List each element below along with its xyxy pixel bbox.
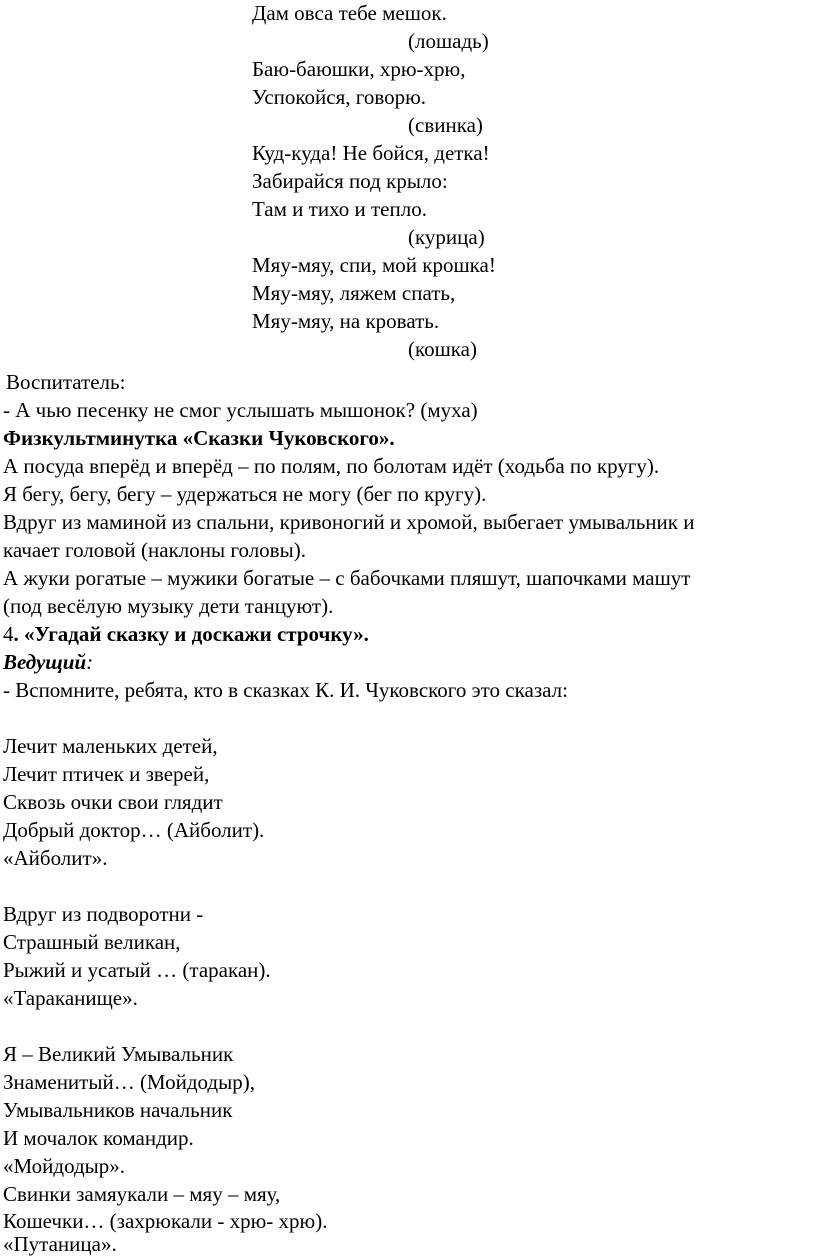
riddle-line: Сквозь очки свои глядит (3, 790, 223, 814)
verse-line: Куд-куда! Не бойся, детка! (252, 141, 490, 165)
verse-answer: (кошка) (408, 337, 477, 361)
paragraph-line: Я бегу, бегу, бегу – удержаться не могу (бег по кругу). (3, 482, 487, 506)
fizminutka-heading: Физкультминутка «Сказки Чуковского». (3, 426, 395, 450)
riddle-answer: «Айболит». (3, 846, 108, 870)
section-title: . «Угадай сказку и доскажи строчку». (13, 622, 369, 646)
riddle-line: Умывальников начальник (3, 1098, 233, 1122)
paragraph-line: Вдруг из маминой из спальни, кривоногий и хромой, выбегает умывальник и (3, 510, 695, 534)
host-label (3, 649, 93, 675)
host-name: Ведущий (3, 650, 87, 674)
verse-line: Мяу-мяу, на кровать. (252, 309, 440, 333)
riddle-line: Рыжий и усатый … (таракан). (3, 958, 271, 982)
verse-answer: (лошадь) (408, 29, 489, 53)
paragraph-line: качает головой (наклоны головы). (3, 538, 306, 562)
riddle-line: И мочалок командир. (3, 1126, 194, 1150)
riddle-line: Кошечки… (захрюкали - хрю- хрю). (3, 1209, 328, 1233)
prompt-line: - Вспомните, ребята, кто в сказках К. И. Чуковского это сказал: (3, 678, 568, 702)
riddle-line: Свинки замяукали – мяу – мяу, (3, 1182, 281, 1206)
section-heading (3, 621, 369, 647)
host-colon: : (86, 650, 94, 674)
riddle-line: Лечит птичек и зверей, (3, 762, 210, 786)
paragraph-line: (под весёлую музыку дети танцуют). (3, 594, 334, 618)
verse-answer: (курица) (408, 225, 485, 249)
riddle-line: Я – Великий Умывальник (3, 1042, 234, 1066)
verse-line: Дам овса тебе мешок. (252, 1, 447, 25)
riddle-line: Добрый доктор… (Айболит). (3, 818, 265, 842)
riddle-line: Лечит маленьких детей, (3, 734, 218, 758)
verse-line: Баю-баюшки, хрю-хрю, (252, 57, 466, 81)
riddle-line: Страшный великан, (3, 930, 181, 954)
educator-label: Воспитатель: (6, 370, 126, 394)
section-number: 4 (3, 622, 14, 646)
verse-line: Забирайся под крыло: (252, 169, 448, 193)
verse-line: Мяу-мяу, ляжем спать, (252, 281, 456, 305)
question-line: - А чью песенку не смог услышать мышонок? (муха) (3, 398, 478, 422)
riddle-line: Знаменитый… (Мойдодыр), (3, 1070, 255, 1094)
riddle-answer: «Путаница». (3, 1232, 117, 1256)
riddle-line: Вдруг из подворотни - (3, 902, 204, 926)
verse-answer: (свинка) (408, 113, 483, 137)
riddle-answer: «Мойдодыр». (3, 1154, 126, 1178)
verse-line: Там и тихо и тепло. (252, 197, 427, 221)
paragraph-line: А жуки рогатые – мужики богатые – с бабочками пляшут, шапочками машут (3, 566, 691, 590)
verse-line: Мяу-мяу, спи, мой крошка! (252, 253, 496, 277)
riddle-answer: «Тараканище». (3, 986, 138, 1010)
verse-line: Успокойся, говорю. (252, 85, 427, 109)
paragraph-line: А посуда вперёд и вперёд – по полям, по болотам идёт (ходьба по кругу). (3, 454, 660, 478)
